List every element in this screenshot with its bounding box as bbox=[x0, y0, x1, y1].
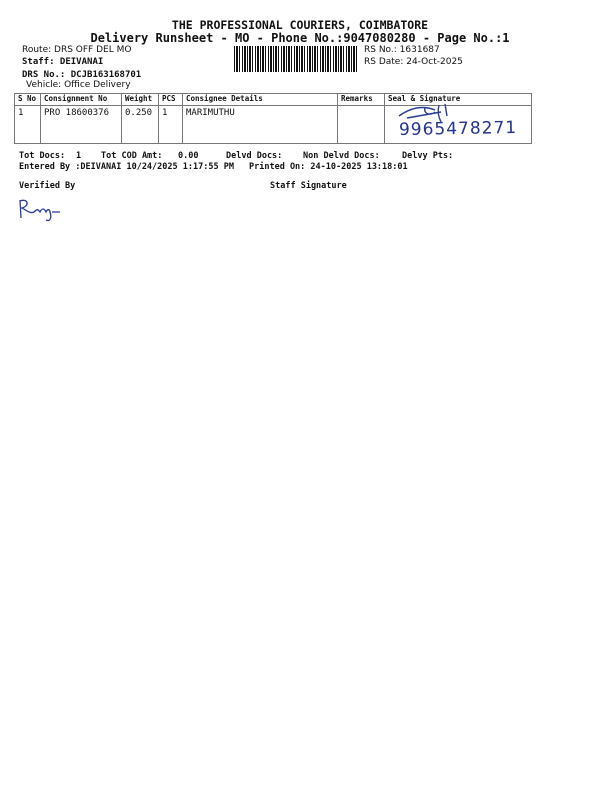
printed-on: Printed On: 24-10-2025 13:18:01 bbox=[249, 162, 408, 172]
runsheet-subtitle: Delivery Runsheet - MO - Phone No.:9047080280 - Page No.:1 bbox=[90, 31, 510, 45]
vehicle-text: Vehicle: Office Delivery bbox=[26, 80, 131, 90]
col-sno: S No bbox=[15, 94, 41, 106]
col-consignee: Consignee Details bbox=[183, 94, 338, 106]
col-seal: Seal & Signature bbox=[385, 94, 532, 106]
cell-seal bbox=[385, 106, 532, 144]
cell-sno: 1 bbox=[15, 106, 41, 144]
delvd-docs-label: Delvd Docs: bbox=[226, 151, 283, 161]
route-text: Route: DRS OFF DEL MO bbox=[22, 45, 132, 55]
tot-docs-label: Tot Docs: bbox=[19, 151, 66, 161]
cell-pcs: 1 bbox=[159, 106, 183, 144]
company-title: THE PROFESSIONAL COURIERS, COIMBATORE bbox=[171, 18, 429, 32]
cod-label: Tot COD Amt: bbox=[101, 151, 163, 161]
col-pcs: PCS bbox=[159, 94, 183, 106]
barcode bbox=[234, 46, 358, 72]
rs-number: RS No.: 1631687 bbox=[364, 45, 440, 55]
cod-value: 0.00 bbox=[178, 151, 199, 161]
col-remarks: Remarks bbox=[338, 94, 385, 106]
staff-text: Staff: DEIVANAI bbox=[22, 57, 104, 67]
staff-signature-label: Staff Signature bbox=[270, 181, 347, 191]
table-row bbox=[15, 106, 532, 144]
tot-docs-value: 1 bbox=[76, 151, 82, 161]
verifier-signature bbox=[16, 196, 72, 224]
non-delvd-docs-label: Non Delvd Docs: bbox=[303, 151, 380, 161]
runsheet-table bbox=[14, 93, 532, 144]
cell-consignee: MARIMUTHU bbox=[183, 106, 338, 144]
col-weight: Weight bbox=[122, 94, 159, 106]
drs-number: DRS No.: DCJB163168701 bbox=[22, 70, 142, 80]
col-consignment: Consignment No bbox=[41, 94, 122, 106]
delvy-pts-label: Delvy Pts: bbox=[402, 151, 454, 161]
handwritten-phone: 9965478271 bbox=[398, 117, 518, 141]
entered-by: Entered By :DEIVANAI 10/24/2025 1:17:55 PM bbox=[19, 162, 234, 172]
cell-consignment: PRO 18600376 bbox=[41, 106, 122, 144]
rs-date: RS Date: 24-Oct-2025 bbox=[364, 57, 463, 67]
cell-weight: 0.250 bbox=[122, 106, 159, 144]
cell-remarks bbox=[338, 106, 385, 144]
verified-by-label: Verified By bbox=[19, 181, 76, 191]
